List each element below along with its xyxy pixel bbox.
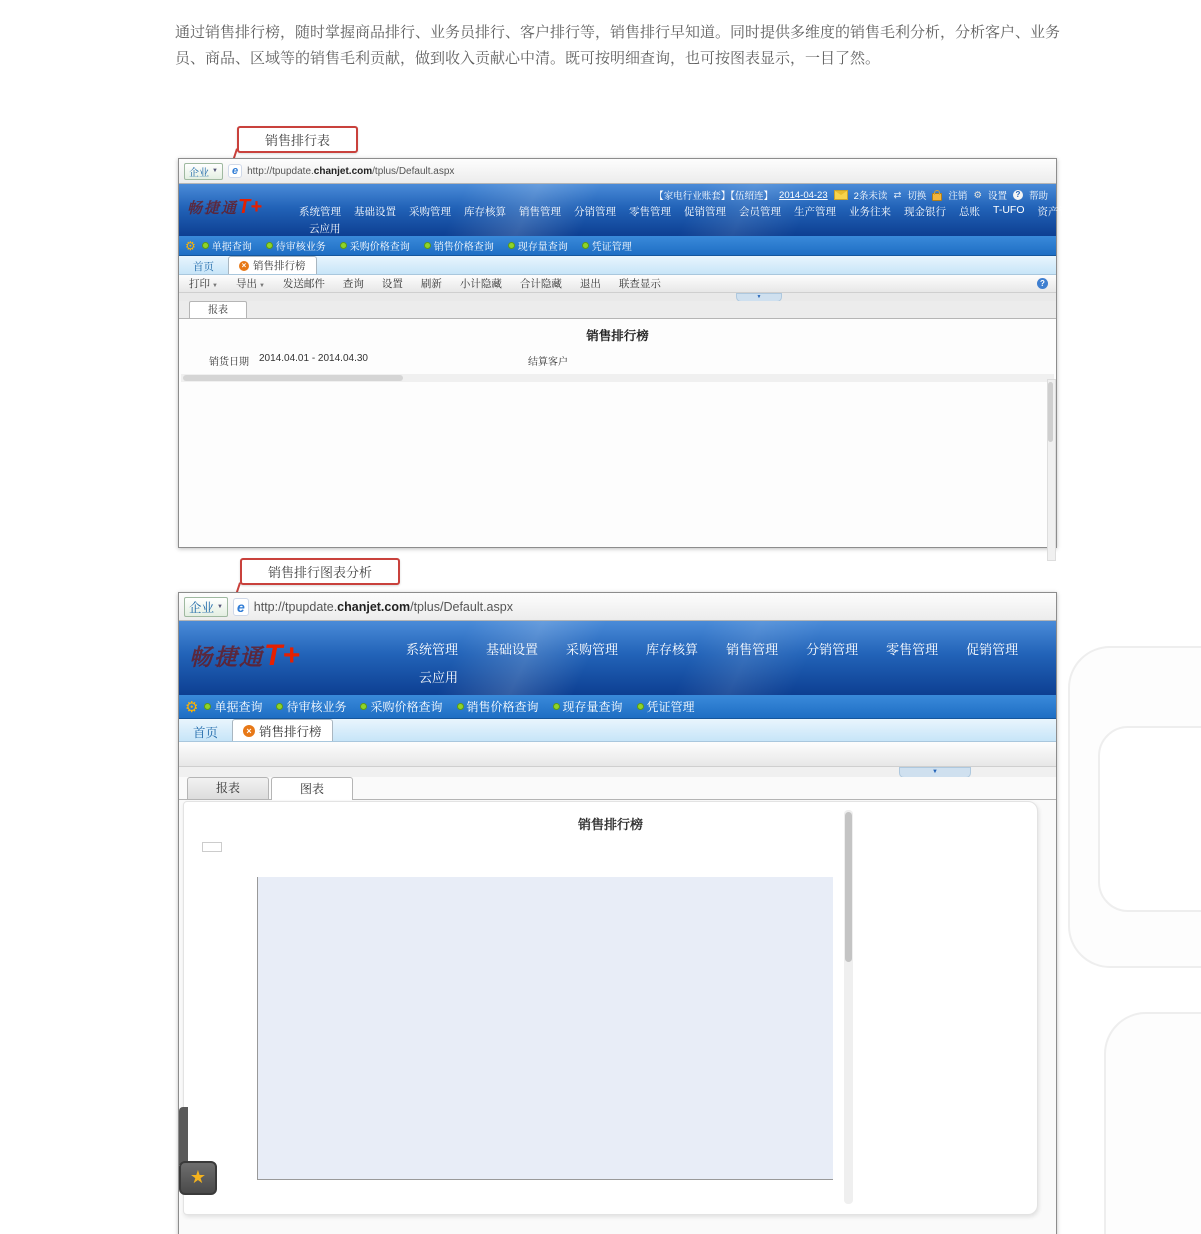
quick-link-label: 凭证管理 [591,242,632,253]
enterprise-menu-button[interactable]: 企业 ▼ [184,163,223,180]
nav-item[interactable]: 采购管理 [409,206,451,218]
toolbar-item-action[interactable]: 发送邮件 [282,278,325,290]
quick-link[interactable] [276,698,346,715]
report-content [179,301,1056,547]
green-dot-icon [204,703,211,710]
close-icon[interactable]: × [239,261,249,271]
nav-item[interactable]: 业务往来 [849,206,891,218]
report-filters [209,353,1056,368]
tab-home[interactable]: 首页 [193,261,214,273]
screenshot-chart-window [178,592,1057,1234]
nav-item[interactable]: 资产管理 [1037,206,1080,218]
green-dot-icon [202,242,209,249]
callout-sales-rank-table: 销售排行表 [237,126,358,153]
scrollbar-thumb[interactable] [1048,382,1053,442]
mail-icon[interactable] [834,190,848,200]
gear-icon[interactable]: ⚙ [185,238,196,253]
view-tab-report[interactable]: 报表 [189,301,247,319]
quick-link-label: 采购价格查询 [370,700,443,714]
chevron-down-icon: ▼ [217,603,223,610]
gear-icon[interactable]: ⚙ [185,698,199,716]
quick-link-label: 采购价格查询 [349,242,410,253]
favorite-star-icon[interactable]: ★ [179,1161,217,1195]
report-title: 销售排行榜 [586,329,649,343]
switch-icon: ⇄ [893,189,902,201]
nav-item[interactable]: 库存核算 [646,642,699,657]
nav-item[interactable]: 总账 [959,206,980,218]
nav-item[interactable]: 会员管理 [739,206,781,218]
login-date[interactable]: 2014-04-23 [779,189,828,201]
green-dot-icon [582,242,589,249]
tab-sales-ranking[interactable]: × 销售排行榜 [228,256,317,274]
toolbar-help-icon[interactable]: ? [1037,278,1048,289]
filter-customer-label: 结算客户 [527,357,568,368]
report-toolbar [179,275,1056,293]
page-tabs [179,256,1056,275]
quick-link[interactable] [457,698,539,715]
quick-links [202,238,646,253]
nav-item[interactable]: 系统管理 [406,642,459,657]
collapse-strip [179,767,1056,777]
report-area [179,318,1056,547]
quick-link[interactable] [202,238,252,253]
toolbar-item-action[interactable]: 退出 [579,278,601,290]
green-dot-icon [553,703,560,710]
toolbar-item-action[interactable]: 小计隐藏 [459,278,502,290]
view-tab-report[interactable]: 报表 [187,777,269,799]
green-dot-icon [508,242,515,249]
switch-link[interactable]: 切换 [907,191,927,202]
ie-browser-icon: e [233,598,249,616]
quick-links [204,698,708,715]
account-info-bar [654,188,1048,202]
nav-item[interactable]: 基础设置 [354,206,396,218]
nav-item[interactable]: 报表中心 [1092,206,1135,218]
settings-link[interactable]: 设置 [987,191,1007,202]
vertical-scrollbar[interactable] [1047,379,1056,561]
chart-plot-area [257,877,833,1180]
toolbar-item-action[interactable]: 查询 [342,278,364,290]
nav-item[interactable]: 分销管理 [806,642,859,657]
account-name: 【家电行业账套】【伍绍连】 [654,191,774,202]
main-nav [406,639,1018,658]
chart-title: 销售排行榜 [577,817,643,832]
settings-icon: ⚙ [973,189,982,201]
green-dot-icon [637,703,644,710]
toolbar-item-action[interactable]: 合计隐藏 [519,278,562,290]
main-nav-row2 [309,221,341,236]
nav-item[interactable]: 分销管理 [574,206,616,218]
collapse-strip [179,293,1056,301]
filter-date-label: 销货日期 [209,357,249,368]
green-dot-icon [457,703,464,710]
chanjet-logo: 畅捷通T+ [187,196,262,218]
chart-panel [183,801,1038,1215]
nav-item[interactable]: 现金银行 [904,206,946,218]
quick-link[interactable] [553,698,623,715]
nav-item[interactable]: 零售管理 [886,642,939,657]
callout-sales-rank-chart: 销售排行图表分析 [240,558,400,585]
nav-item[interactable]: 基础设置 [486,642,539,657]
quick-link-label: 单据查询 [211,242,252,253]
chart-legend [202,842,222,852]
main-nav-row2 [419,667,458,686]
chart-content [179,777,1056,1234]
close-icon[interactable]: × [243,725,255,737]
quick-links-bar [179,236,1056,256]
scrollbar-thumb[interactable] [845,812,852,962]
chevron-down-icon: ▼ [258,283,265,289]
quick-link[interactable] [340,238,410,253]
quick-link-label: 销售价格查询 [433,242,494,253]
quick-link-label: 待审核业务 [286,700,347,714]
nav-item[interactable]: 生产管理 [794,206,836,218]
collapse-handle[interactable]: ▼ [736,293,782,302]
quick-link-label: 现存量查询 [562,700,623,714]
report-toolbar [179,742,1056,767]
quick-link-label: 销售价格查询 [466,700,539,714]
toolbar-item-action[interactable]: 联查显示 [618,278,661,290]
nav-item[interactable]: 系统管理 [299,206,341,218]
chevron-down-icon: ▼ [212,283,218,289]
chevron-down-icon: ▼ [212,168,218,174]
main-nav [299,204,1135,219]
nav-item[interactable]: T-UFO [993,204,1025,216]
feedback-widget-tab[interactable] [179,1107,188,1165]
help-icon: ? [1013,190,1023,200]
toolbar-item-action[interactable]: 设置 [381,278,403,290]
quick-link[interactable] [508,238,568,253]
browser-address-bar [179,593,1056,621]
quick-link[interactable] [637,698,695,715]
collapse-handle[interactable]: ▼ [899,767,971,778]
nav-item[interactable]: 销售管理 [519,206,561,218]
quick-link-label: 凭证管理 [646,700,695,714]
green-dot-icon [340,242,347,249]
decor-rounded-shape [1104,1012,1201,1234]
green-dot-icon [276,703,283,710]
quick-link-label: 单据查询 [214,700,263,714]
quick-link[interactable] [582,238,632,253]
help-link[interactable]: 帮助 [1028,191,1048,202]
intro-paragraph: 通过销售排行榜，随时掌握商品排行、业务员排行、客户排行等，销售排行早知道。同时提供多维度的销售毛利分析，分析客户、业务员、商品、区域等的销售毛利贡献，做到收入贡献心中清。既可按明细查询，也可按图表显示，一目了然。 [175,24,1061,68]
chanjet-logo: 畅捷通T+ [189,639,300,672]
nav-item-cloud[interactable]: 云应用 [309,223,341,235]
view-tabs [179,777,1056,800]
quick-link[interactable] [360,698,442,715]
quick-links-bar [179,695,1056,719]
quick-link[interactable] [204,698,262,715]
url-text[interactable]: http://tpupdate.chanjet.com/tplus/Default.aspx [253,599,513,614]
nav-item-cloud[interactable]: 云应用 [419,670,459,685]
lock-icon [932,193,942,201]
nav-item[interactable]: 库存核算 [464,206,506,218]
nav-item[interactable]: 零售管理 [629,206,671,218]
ie-browser-icon: e [228,164,242,178]
green-dot-icon [424,242,431,249]
url-text[interactable]: http://tpupdate.chanjet.com/tplus/Default.aspx [247,165,455,177]
screenshot-report-window [178,158,1135,548]
scrollbar-thumb[interactable] [183,375,403,381]
nav-item[interactable]: 促销管理 [684,206,726,218]
page-tabs [179,719,1056,742]
horizontal-scrollbar[interactable] [181,374,1054,382]
nav-item[interactable]: 销售管理 [726,642,779,657]
quick-link[interactable] [424,238,494,253]
toolbar-item-action[interactable]: 刷新 [420,278,442,290]
toolbar-item-export[interactable]: 导出 ▼ [235,278,265,290]
app-header [179,621,1056,695]
logout-link[interactable]: 注销 [948,191,968,202]
nav-item[interactable]: 采购管理 [566,642,619,657]
tab-sales-ranking[interactable]: × 销售排行榜 [232,719,333,741]
quick-link-label: 待审核业务 [275,242,326,253]
green-dot-icon [360,703,367,710]
toolbar-item-print[interactable]: 打印 ▼ [189,278,218,290]
browser-address-bar [179,159,1056,184]
quick-link[interactable] [266,238,326,253]
enterprise-menu-button[interactable]: 企业 ▼ [184,597,228,617]
nav-item[interactable]: 促销管理 [966,642,1019,657]
view-tab-chart[interactable]: 图表 [271,777,353,800]
quick-link-label: 现存量查询 [517,242,568,253]
chart-scrollbar[interactable] [844,810,853,1204]
decor-rounded-shape [1098,726,1201,912]
tab-home[interactable]: 首页 [193,726,219,740]
app-header [179,184,1135,236]
filter-date-value[interactable]: 2014.04.01 - 2014.04.30 [259,353,368,364]
green-dot-icon [266,242,273,249]
unread-count[interactable]: 2条未读 [853,191,888,202]
